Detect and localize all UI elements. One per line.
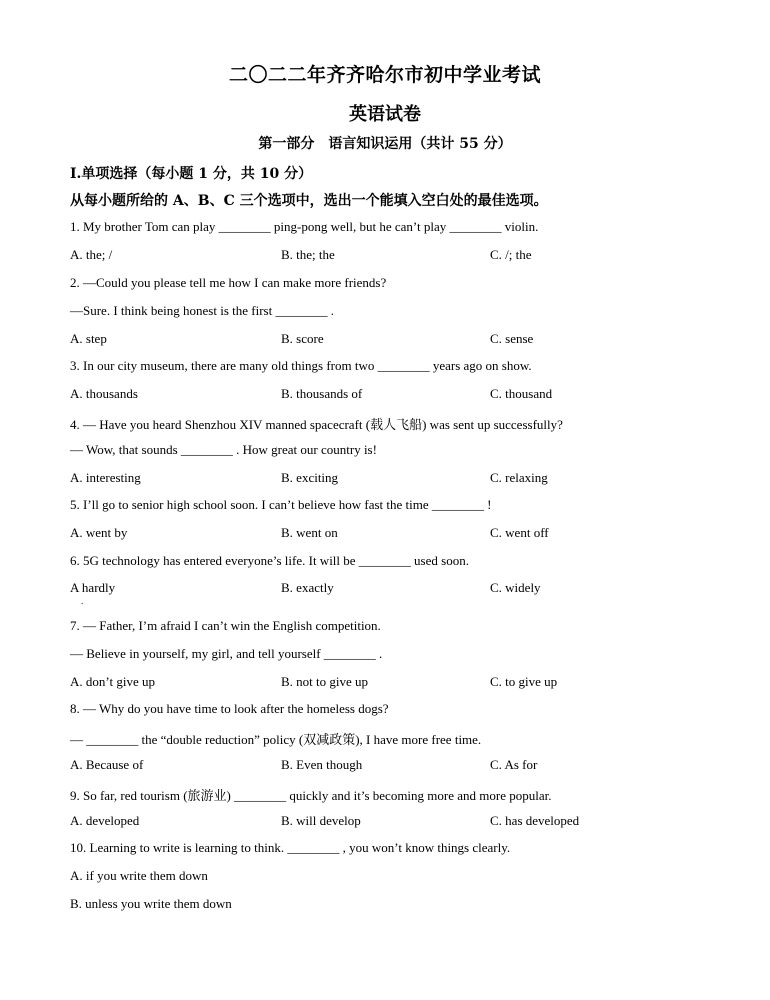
question-6-option-b: B. exactly (281, 580, 334, 595)
exam-subtitle: 英语试卷 (349, 104, 421, 125)
question-8-option-a: A. Because of (70, 757, 144, 772)
question-7-stem: 7. — Father, I’m afraid I can’t win the English competition. (70, 618, 381, 633)
question-7-option-b: B. not to give up (281, 674, 369, 689)
question-10-option-b: B. unless you write them down (70, 896, 232, 911)
question-1-option-b: B. the; the (281, 247, 335, 262)
question-9-stem: 9. So far, red tourism (旅游业) ________ quickly and it’s becoming more and more popular. (70, 788, 552, 803)
question-4-option-c: C. relaxing (490, 470, 548, 485)
question-4-option-a: A. interesting (70, 470, 141, 485)
question-7-option-c: C. to give up (490, 674, 558, 689)
section-heading: Ⅰ.单项选择（每小题 1 分，共 10 分） (70, 166, 313, 182)
question-10-option-a: A. if you write them down (70, 868, 208, 883)
stray-dot: . (81, 596, 84, 606)
question-8-option-b: B. Even though (281, 757, 363, 772)
question-2-stem: 2. —Could you please tell me how I can make more friends? (70, 275, 387, 290)
question-1-option-c: C. /; the (490, 247, 532, 262)
question-5-stem: 5. I’ll go to senior high school soon. I can’t believe how fast the time ________ ! (70, 497, 492, 512)
question-2-option-b: B. score (281, 331, 324, 346)
question-9-option-a: A. developed (70, 813, 140, 828)
question-8-stem: 8. — Why do you have time to look after the homeless dogs? (70, 701, 389, 716)
question-5-option-a: A. went by (70, 525, 128, 540)
part-heading: 第一部分 语言知识运用（共计 55 分） (258, 136, 512, 152)
question-6-stem: 6. 5G technology has entered everyone’s life. It will be ________ used soon. (70, 553, 469, 568)
section-instruction: 从每小题所给的 A、B、C 三个选项中，选出一个能填入空白处的最佳选项。 (70, 193, 548, 209)
question-2-option-a: A. step (70, 331, 107, 346)
question-7-option-a: A. don’t give up (70, 674, 155, 689)
question-10-stem: 10. Learning to write is learning to think. ________ , you won’t know things clearly. (70, 840, 511, 855)
question-9-option-b: B. will develop (281, 813, 361, 828)
question-8-option-c: C. As for (490, 757, 538, 772)
question-4-stem: 4. — Have you heard Shenzhou XIV manned spacecraft (载人飞船) was sent up successfully? (70, 417, 563, 432)
question-1-option-a: A. the; / (70, 247, 113, 262)
question-3-option-c: C. thousand (490, 386, 553, 401)
question-1-stem: 1. My brother Tom can play ________ ping-pong well, but he can’t play ________ violin. (70, 219, 539, 234)
question-3-option-b: B. thousands of (281, 386, 363, 401)
question-3-option-a: A. thousands (70, 386, 138, 401)
question-4-option-b: B. exciting (281, 470, 339, 485)
exam-title: 二〇二二年齐齐哈尔市初中学业考试 (228, 64, 541, 86)
question-2-stem-2: —Sure. I think being honest is the first ________ . (70, 303, 334, 318)
question-6-option-a: A hardly (70, 580, 116, 595)
question-7-stem-2: — Believe in yourself, my girl, and tell yourself ________ . (70, 646, 383, 661)
question-9-option-c: C. has developed (490, 813, 580, 828)
question-3-stem: 3. In our city museum, there are many old things from two ________ years ago on show. (70, 358, 532, 373)
question-5-option-b: B. went on (281, 525, 338, 540)
question-6-option-c: C. widely (490, 580, 541, 595)
question-5-option-c: C. went off (490, 525, 549, 540)
question-8-stem-2: — ________ the “double reduction” policy (双减政策), I have more free time. (70, 732, 482, 747)
question-4-stem-2: — Wow, that sounds ________ . How great our country is! (70, 442, 377, 457)
question-2-option-c: C. sense (490, 331, 534, 346)
